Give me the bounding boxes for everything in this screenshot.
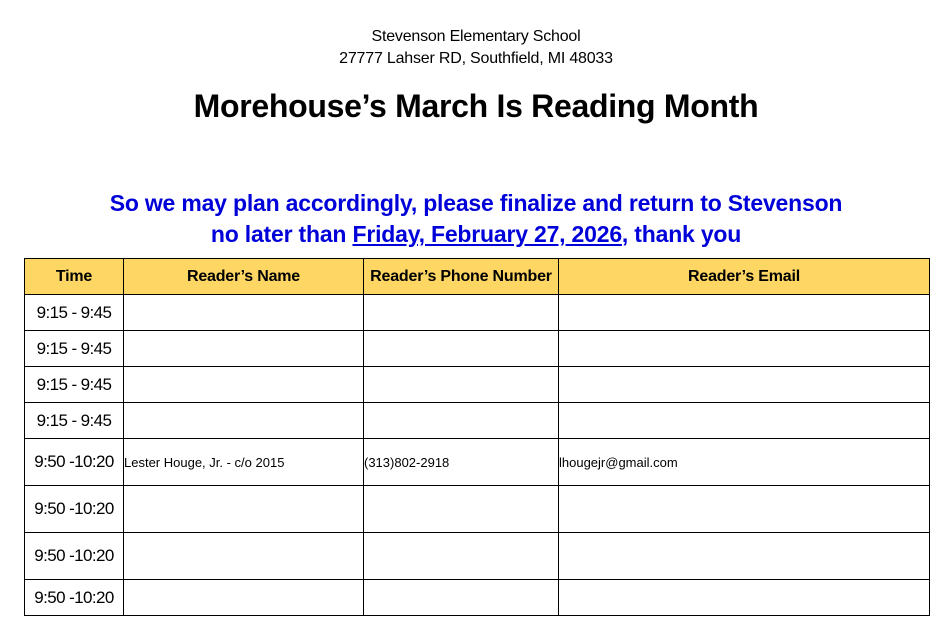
- time-cell: 9:50 -10:20: [25, 533, 124, 580]
- column-header-time: Time: [25, 259, 124, 295]
- name-cell[interactable]: [124, 533, 364, 580]
- notice-line-2: [0, 219, 940, 250]
- phone-cell[interactable]: [364, 331, 559, 367]
- name-cell[interactable]: [124, 295, 364, 331]
- time-cell: 9:50 -10:20: [25, 439, 124, 486]
- time-cell: 9:15 - 9:45: [25, 295, 124, 331]
- phone-cell[interactable]: (313)802-2918: [364, 439, 559, 486]
- name-cell[interactable]: [124, 331, 364, 367]
- table-row: [25, 533, 930, 580]
- table-row: [25, 367, 930, 403]
- email-cell[interactable]: [559, 533, 930, 580]
- table-row: [25, 403, 930, 439]
- table-row: [25, 486, 930, 533]
- time-cell: 9:50 -10:20: [25, 580, 124, 616]
- email-cell[interactable]: [559, 403, 930, 439]
- deadline-date: Friday, February 27, 2026: [352, 221, 622, 247]
- email-cell[interactable]: [559, 367, 930, 403]
- phone-cell[interactable]: [364, 580, 559, 616]
- name-cell[interactable]: [124, 580, 364, 616]
- notice-suffix: , thank you: [621, 221, 742, 247]
- reader-signup-table: [24, 258, 930, 616]
- phone-cell[interactable]: [364, 295, 559, 331]
- table-row: [25, 439, 930, 486]
- column-header-name: Reader’s Name: [124, 259, 364, 295]
- email-cell[interactable]: [559, 295, 930, 331]
- time-cell: 9:15 - 9:45: [25, 403, 124, 439]
- name-cell[interactable]: Lester Houge, Jr. - c/o 2015: [124, 439, 364, 486]
- notice-line-1: So we may plan accordingly, please finalize and return to Stevenson: [109, 190, 843, 216]
- notice-prefix: no later than: [210, 221, 353, 247]
- name-cell[interactable]: [124, 367, 364, 403]
- name-cell[interactable]: [124, 486, 364, 533]
- time-cell: 9:15 - 9:45: [25, 367, 124, 403]
- email-cell[interactable]: [559, 580, 930, 616]
- table-row: [25, 580, 930, 616]
- email-cell[interactable]: [559, 486, 930, 533]
- school-name: Stevenson Elementary School: [371, 28, 581, 45]
- email-cell[interactable]: [559, 331, 930, 367]
- column-header-email: Reader’s Email: [559, 259, 930, 295]
- time-cell: 9:50 -10:20: [25, 486, 124, 533]
- table-row: [25, 331, 930, 367]
- phone-cell[interactable]: [364, 486, 559, 533]
- table-header-row: [25, 259, 930, 295]
- phone-cell[interactable]: [364, 533, 559, 580]
- school-address: 27777 Lahser RD, Southfield, MI 48033: [339, 50, 613, 67]
- name-cell[interactable]: [124, 403, 364, 439]
- time-cell: 9:15 - 9:45: [25, 331, 124, 367]
- phone-cell[interactable]: [364, 367, 559, 403]
- table-row: [25, 295, 930, 331]
- return-notice: [0, 188, 940, 250]
- email-cell[interactable]: lhougejr@gmail.com: [559, 439, 930, 486]
- phone-cell[interactable]: [364, 403, 559, 439]
- document-title: Morehouse’s March Is Reading Month: [193, 88, 759, 124]
- column-header-phone: Reader’s Phone Number: [364, 259, 559, 295]
